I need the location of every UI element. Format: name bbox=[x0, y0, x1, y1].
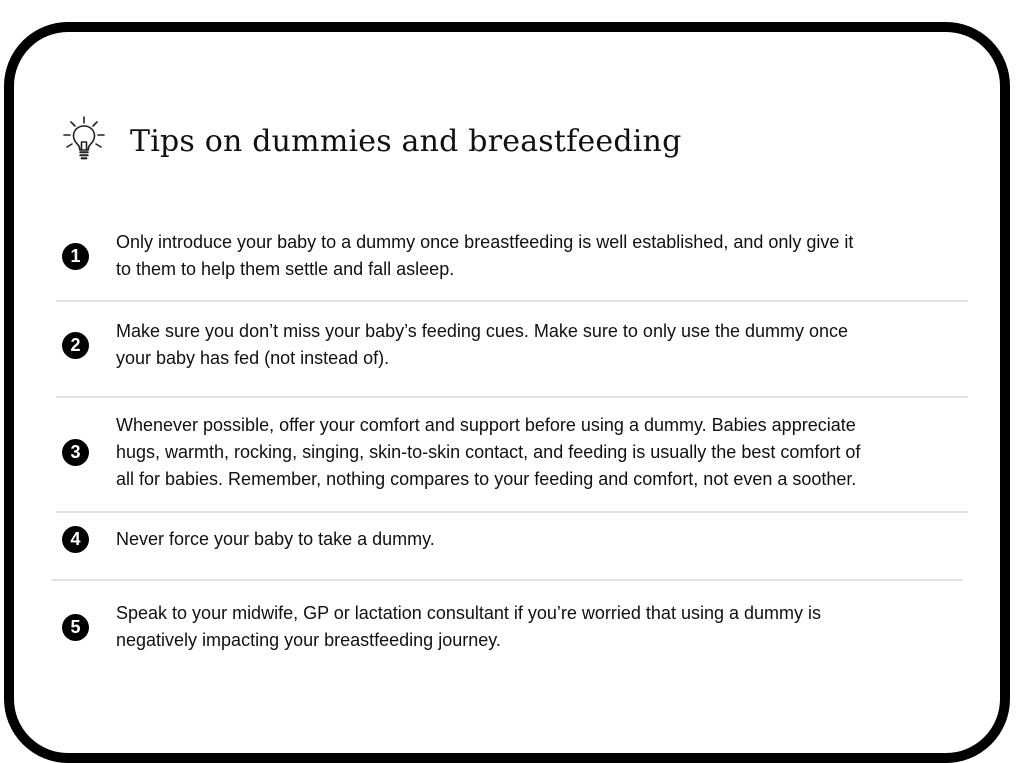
list-item bbox=[62, 229, 853, 283]
list-item bbox=[62, 318, 848, 372]
divider bbox=[56, 511, 968, 513]
divider bbox=[56, 396, 968, 398]
tip-text: Speak to your midwife, GP or lactation consultant if you’re worried that using a dummy is negatively impacting your breastfeeding journey. bbox=[116, 603, 821, 650]
list-item bbox=[62, 412, 860, 493]
divider bbox=[52, 579, 963, 581]
tip-text: Only introduce your baby to a dummy once breastfeeding is well established, and only give it to them to help them settle and fall asleep. bbox=[116, 232, 854, 279]
number-badge: 3 bbox=[62, 439, 89, 466]
number-badge: 5 bbox=[62, 614, 89, 641]
number-badge: 4 bbox=[62, 526, 89, 553]
list-item bbox=[62, 526, 435, 553]
list-item bbox=[62, 600, 821, 654]
number-badge: 2 bbox=[62, 332, 89, 359]
lightbulb-icon bbox=[62, 115, 130, 168]
tip-text: Never force your baby to take a dummy. bbox=[116, 529, 435, 549]
page-title: Tips on dummies and breastfeeding bbox=[130, 123, 682, 159]
tip-text: Whenever possible, offer your comfort and support before using a dummy. Babies appreciate hugs, warmth, rocking, singing, skin-to-skin contact, and feeding is usually the best comfort of all for babies. Remember, nothing compares to your feeding and comfort, not even a soother. bbox=[116, 415, 861, 489]
tip-text: Make sure you don’t miss your baby’s feeding cues. Make sure to only use the dummy once your baby has fed (not instead of). bbox=[116, 321, 849, 368]
number-badge: 1 bbox=[62, 243, 89, 270]
card-header bbox=[62, 116, 681, 166]
divider bbox=[56, 300, 968, 302]
